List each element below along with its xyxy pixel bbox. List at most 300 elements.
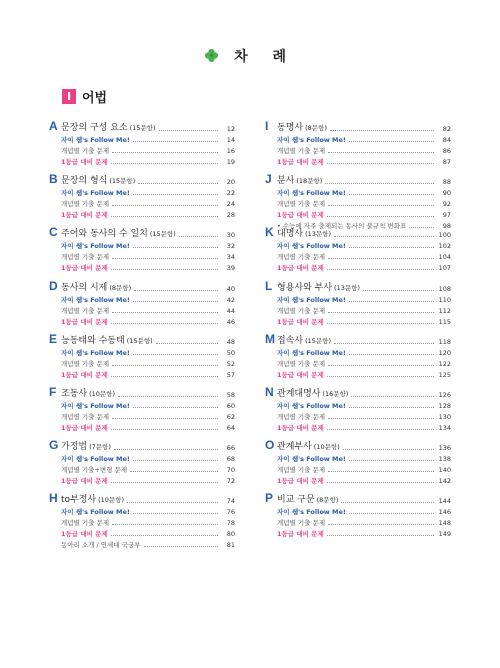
toc-entry[interactable] (265, 357, 451, 368)
toc-entry[interactable] (265, 505, 451, 516)
chapter-title-wrap (277, 386, 348, 399)
leader-dots (328, 365, 434, 366)
toc-entry[interactable] (49, 197, 235, 208)
chapter-letter: P (265, 491, 274, 506)
entry-title: 자이 쌤's Follow Me! (61, 189, 130, 198)
toc-entry[interactable] (49, 144, 235, 155)
chapter-letter: L (265, 278, 273, 293)
chapter-entry[interactable] (49, 436, 235, 452)
toc-chapter (49, 330, 235, 383)
page-number: 128 (438, 401, 451, 410)
chapter-entry[interactable] (265, 330, 451, 346)
leader-dots (330, 130, 434, 131)
chapter-question-count: (13문항) (334, 283, 360, 292)
chapter-title-wrap (61, 280, 131, 293)
toc-chapter (49, 117, 235, 170)
chapter-title-wrap (61, 173, 135, 186)
leader-dots (133, 194, 218, 195)
page-number: 30 (226, 231, 235, 240)
toc-entry[interactable] (49, 133, 235, 144)
toc-chapter (265, 489, 451, 542)
page-number: 44 (226, 306, 235, 315)
entry-title: 1등급 대비 문제 (277, 158, 324, 166)
page-number: 52 (226, 359, 235, 368)
toc-entry[interactable] (49, 250, 235, 261)
leader-dots (111, 323, 218, 324)
leader-dots (328, 152, 434, 153)
chapter-title: 분사 (277, 176, 295, 187)
chapter-question-count: (7문항) (89, 443, 111, 452)
chapter-title-wrap (61, 439, 111, 452)
chapter-title-wrap (277, 492, 338, 505)
leader-dots (328, 312, 434, 313)
page-number: 144 (438, 497, 451, 506)
leader-dots (349, 194, 434, 195)
chapter-entry[interactable] (49, 383, 235, 399)
entry-title: 개념별 기출 문제 (61, 147, 110, 155)
entry-title: 1등급 대비 문제 (61, 317, 108, 326)
chapter-title: to부정사 (61, 495, 97, 506)
chapter-title-wrap (277, 120, 327, 133)
toc-entry[interactable] (49, 239, 235, 250)
section-header (62, 88, 107, 104)
chapter-title: 문장의 형식 (61, 176, 108, 187)
entry-title: 자이 쌤's Follow Me! (61, 295, 130, 304)
leader-dots (328, 205, 434, 206)
page-number: 86 (442, 147, 451, 155)
page-number: 107 (438, 264, 451, 273)
page-number: 16 (226, 147, 235, 155)
toc-entry[interactable] (49, 527, 235, 538)
page-number: 134 (438, 423, 451, 432)
toc-entry[interactable] (49, 186, 235, 197)
chapter-letter: H (49, 491, 58, 506)
entry-title: 자이 쌤's Follow Me! (61, 508, 130, 517)
chapter-entry[interactable] (49, 330, 235, 346)
leader-dots (138, 183, 218, 184)
entry-title: 자이 쌤's Follow Me! (61, 401, 130, 410)
chapter-title-wrap (277, 333, 331, 346)
entry-title: 1등급 대비 문제 (277, 264, 324, 273)
chapter-entry[interactable] (49, 277, 235, 293)
toc-entry[interactable] (265, 133, 451, 144)
toc-entry[interactable] (49, 421, 235, 432)
section-title: 어법 (82, 90, 108, 106)
toc-entry[interactable] (265, 208, 451, 219)
entry-title: 자이 쌤's Follow Me! (277, 242, 346, 251)
leader-dots (133, 141, 218, 142)
toc-entry[interactable] (49, 357, 235, 368)
page-number: 82 (442, 125, 451, 133)
chapter-question-count: (18문항) (296, 177, 323, 186)
leader-dots (133, 354, 218, 355)
chapter-question-count: (10문항) (89, 389, 115, 398)
page-number: 12 (226, 125, 235, 133)
chapter-title: 문장의 구성 요소 (61, 123, 128, 133)
toc-entry[interactable] (49, 155, 235, 166)
toc-entry[interactable] (49, 368, 235, 379)
toc-entry[interactable] (265, 527, 451, 538)
chapter-question-count: (15문항) (126, 336, 153, 345)
toc-entry[interactable] (49, 516, 235, 527)
page-number: 98 (442, 222, 451, 231)
entry-title: 자이 쌤's Follow Me! (61, 348, 130, 357)
chapter-question-count: (8문항) (305, 124, 327, 132)
entry-title: 1등급 대비 문제 (277, 423, 324, 432)
page-number: 34 (226, 253, 235, 262)
toc-column-left (49, 117, 235, 550)
chapter-letter: K (265, 225, 274, 240)
chapter-title: 대명사 (277, 229, 304, 240)
chapter-entry[interactable] (49, 117, 235, 133)
leader-dots (130, 471, 218, 472)
chapter-title: 접속사 (277, 335, 304, 346)
toc-entry[interactable] (265, 144, 451, 155)
chapter-letter: N (265, 384, 274, 399)
entry-title: 자이 쌤's Follow Me! (277, 136, 346, 144)
page-number: 148 (438, 519, 451, 528)
page-number: 122 (438, 359, 451, 368)
toc-entry[interactable] (49, 346, 235, 357)
page-number: 118 (438, 337, 451, 346)
chapter-letter: J (265, 172, 272, 187)
entry-title: 자이 쌤's Follow Me! (277, 295, 346, 304)
chapter-letter: C (49, 225, 58, 240)
entry-title: 자이 쌤's Follow Me! (277, 401, 346, 410)
toc-entry[interactable] (265, 197, 451, 208)
leader-dots (327, 376, 434, 377)
chapter-letter: I (265, 119, 269, 133)
toc-entry[interactable] (265, 346, 451, 357)
chapter-entry[interactable] (265, 117, 451, 133)
entry-title: 개념별 기출 문제 (61, 306, 110, 315)
chapter-title-wrap (61, 226, 176, 239)
page-number: 40 (226, 284, 235, 293)
chapter-title-wrap (277, 439, 340, 452)
page-number: 14 (226, 136, 235, 144)
chapter-question-count: (10문항) (98, 496, 125, 505)
chapter-title-wrap (61, 386, 115, 399)
leader-dots (327, 323, 434, 324)
toc-entry[interactable] (49, 452, 235, 463)
leader-dots (112, 524, 218, 525)
page-number: 46 (226, 317, 235, 326)
page-number: 146 (438, 508, 451, 517)
entry-title: 1등급 대비 문제 (277, 317, 324, 326)
page-number: 62 (226, 412, 235, 421)
chapter-entry[interactable] (49, 489, 235, 505)
leader-dots (114, 449, 218, 450)
page-number: 120 (438, 348, 451, 357)
chapter-letter: E (49, 331, 58, 346)
toc-entry[interactable] (265, 368, 451, 379)
leader-dots (111, 216, 218, 217)
page-title: 차 례 (234, 48, 297, 65)
leader-dots (327, 163, 434, 164)
page-number: 28 (226, 211, 235, 220)
entry-title: 개념별 기출 문제 (61, 519, 110, 528)
leader-dots (127, 502, 218, 503)
page-number: 110 (438, 295, 451, 304)
leader-dots (349, 460, 434, 461)
page-number: 32 (226, 242, 235, 251)
toc-entry[interactable] (265, 239, 451, 250)
entry-title: 개념별 기출 문제 (277, 466, 326, 475)
toc-entry[interactable] (49, 410, 235, 421)
leader-dots (133, 247, 218, 248)
page-number: 19 (226, 158, 235, 166)
toc-entry[interactable] (49, 304, 235, 315)
toc-entry[interactable] (265, 452, 451, 463)
page-number: 72 (226, 477, 235, 486)
leader-dots (328, 524, 434, 525)
section-badge: I (62, 89, 76, 104)
entry-title: 자이 쌤's Follow Me! (277, 508, 346, 517)
chapter-title: 동명사 (277, 123, 304, 133)
toc-entry[interactable] (49, 538, 235, 549)
page-number: 60 (226, 401, 235, 410)
entry-title: • 수능에 자주 출제되는 동사의 불규칙 변화표 (277, 222, 407, 231)
toc-entry[interactable] (265, 463, 451, 474)
leader-dots (112, 205, 218, 206)
entry-title: 1등급 대비 문제 (277, 477, 324, 486)
chapter-entry[interactable] (265, 223, 451, 239)
leader-dots (133, 301, 218, 302)
toc-entry[interactable] (49, 261, 235, 272)
chapter-title: 관계대명사 (277, 388, 321, 399)
page-number: 88 (442, 178, 451, 187)
chapter-title: 능동태와 수동태 (61, 335, 125, 346)
leader-dots (111, 429, 218, 430)
entry-title: 개념별 기출 문제 (61, 253, 110, 262)
toc-entry[interactable] (265, 399, 451, 410)
toc-entry[interactable] (265, 474, 451, 485)
chapter-question-count: (15문항) (149, 230, 176, 239)
leader-dots (111, 269, 218, 270)
leader-dots (111, 376, 218, 377)
leader-dots (328, 418, 434, 419)
toc-chapter (265, 330, 451, 383)
page-number: 64 (226, 423, 235, 432)
toc-entry[interactable] (49, 315, 235, 326)
page-number: 78 (226, 519, 235, 528)
leader-dots (349, 513, 434, 514)
leader-dots (111, 482, 218, 483)
toc-entry[interactable] (49, 505, 235, 516)
leader-dots (112, 418, 218, 419)
toc-entry[interactable] (49, 293, 235, 304)
leader-dots (144, 546, 218, 547)
page-number: 130 (438, 412, 451, 421)
leader-dots (112, 312, 218, 313)
entry-title: 개념별 기출+변형 문제 (61, 466, 128, 475)
page-number: 84 (442, 136, 451, 144)
toc-entry[interactable] (265, 421, 451, 432)
page-number: 90 (442, 189, 451, 198)
toc-entry[interactable] (265, 261, 451, 272)
chapter-title: 가정법 (61, 442, 88, 453)
entry-title: 1등급 대비 문제 (61, 530, 108, 539)
toc-entry[interactable] (265, 516, 451, 527)
toc-chapter (49, 489, 235, 550)
toc-chapter (265, 277, 451, 330)
chapter-question-count: (8문항) (109, 283, 132, 292)
toc-entry[interactable] (265, 304, 451, 315)
entry-title: 1등급 대비 문제 (61, 158, 108, 166)
page-number: 112 (438, 306, 451, 315)
entry-title: 개념별 기출 문제 (61, 200, 110, 209)
page-number: 39 (226, 264, 235, 273)
leader-dots (134, 290, 218, 291)
page-number: 22 (226, 189, 235, 198)
leader-dots (156, 343, 218, 344)
chapter-letter: M (265, 331, 275, 346)
toc-entry[interactable] (265, 410, 451, 421)
leader-dots (334, 343, 434, 344)
page-number: 66 (226, 444, 235, 453)
page-number: 68 (226, 455, 235, 464)
leader-dots (327, 482, 434, 483)
chapter-title: 비교 구문 (277, 495, 315, 506)
toc-column-right (265, 117, 451, 543)
chapter-title-wrap (61, 492, 124, 505)
chapter-entry[interactable] (265, 277, 451, 293)
entry-title: 1등급 대비 문제 (61, 211, 108, 220)
leader-dots (349, 141, 434, 142)
page-number: 24 (226, 200, 235, 209)
chapter-title: 조동사 (61, 388, 88, 399)
leader-dots (133, 407, 218, 408)
chapter-title-wrap (277, 226, 331, 239)
page-number: 102 (438, 242, 451, 251)
leader-dots (327, 269, 434, 270)
leader-dots (334, 236, 434, 237)
entry-title: 자이 쌤's Follow Me! (277, 189, 346, 198)
page-number: 57 (226, 370, 235, 379)
chapter-question-count: (15문항) (305, 336, 331, 345)
entry-title: 자이 쌤's Follow Me! (61, 242, 130, 251)
chapter-title-wrap (61, 333, 153, 346)
toc-chapter (49, 170, 235, 223)
entry-title: 1등급 대비 문제 (277, 211, 324, 220)
leader-dots (112, 152, 218, 153)
leader-dots (327, 535, 434, 536)
chapter-question-count: (15문항) (109, 177, 136, 186)
page-number: 97 (442, 211, 451, 220)
entry-title: 자이 쌤's Follow Me! (61, 455, 130, 464)
page-number: 58 (226, 390, 235, 399)
chapter-letter: A (49, 119, 58, 133)
entry-title: 1등급 대비 문제 (61, 477, 108, 486)
entry-title: 자이 쌤's Follow Me! (277, 455, 346, 464)
toc-entry[interactable] (265, 315, 451, 326)
leader-dots (325, 183, 434, 184)
page-number: 92 (442, 200, 451, 209)
leader-dots (159, 130, 219, 131)
chapter-title: 동사의 시제 (61, 282, 108, 293)
toc-entry[interactable] (265, 155, 451, 166)
leader-dots (341, 502, 434, 503)
page-number: 115 (438, 317, 451, 326)
entry-title: 자이 쌤's Follow Me! (277, 348, 346, 357)
chapter-title: 주어와 동사의 수 일치 (61, 229, 148, 240)
toc-entry[interactable] (49, 474, 235, 485)
chapter-entry[interactable] (265, 383, 451, 399)
page-number: 125 (438, 370, 451, 379)
chapter-entry[interactable] (49, 170, 235, 186)
toc-entry[interactable] (265, 250, 451, 261)
page-number: 104 (438, 253, 451, 262)
chapter-title-wrap (61, 120, 156, 133)
page-number: 142 (438, 477, 451, 486)
leader-dots (327, 216, 434, 217)
chapter-entry[interactable] (265, 170, 451, 186)
page-number: 50 (226, 348, 235, 357)
chapter-letter: F (49, 384, 57, 399)
chapter-question-count: (10문항) (313, 443, 340, 452)
toc-entry[interactable] (49, 399, 235, 410)
page-number: 76 (226, 508, 235, 517)
page-number: 48 (226, 337, 235, 346)
leader-dots (111, 535, 218, 536)
chapter-letter: O (265, 438, 275, 453)
page-number: 87 (442, 158, 451, 166)
entry-title: 개념별 기출 문제 (277, 306, 326, 315)
page-number: 80 (226, 530, 235, 539)
toc-chapter (49, 383, 235, 436)
toc-entry[interactable] (265, 293, 451, 304)
toc-entry[interactable] (49, 463, 235, 474)
leader-dots (179, 236, 218, 237)
page-number: 20 (226, 178, 235, 187)
entry-title: 동아리 소개 / 연세대 국궁부 (61, 541, 141, 550)
chapter-entry[interactable] (265, 436, 451, 452)
page-number: 108 (438, 284, 451, 293)
toc-chapter (265, 223, 451, 276)
toc-chapter (265, 436, 451, 489)
leader-dots (327, 429, 434, 430)
page-number: 140 (438, 466, 451, 475)
chapter-entry[interactable] (265, 489, 451, 505)
leader-dots (349, 247, 434, 248)
chapter-entry[interactable] (49, 223, 235, 239)
entry-title: 개념별 기출 문제 (277, 359, 326, 368)
toc-chapter (265, 117, 451, 170)
toc-entry[interactable] (49, 208, 235, 219)
chapter-title-wrap (277, 173, 322, 186)
title-bar (0, 45, 500, 65)
page-number: 149 (438, 530, 451, 539)
leader-dots (349, 301, 434, 302)
leader-dots (328, 471, 434, 472)
chapter-letter: G (49, 438, 59, 453)
entry-title: 개념별 기출 문제 (277, 253, 326, 262)
page-number: 126 (438, 390, 451, 399)
chapter-question-count: (13문항) (305, 230, 331, 239)
leader-dots (133, 460, 218, 461)
page-number: 42 (226, 295, 235, 304)
toc-chapter (265, 170, 451, 231)
toc-entry[interactable] (265, 186, 451, 197)
page-number: 81 (226, 541, 235, 550)
entry-title: 개념별 기출 문제 (61, 412, 110, 421)
leader-dots (343, 449, 434, 450)
leader-dots (328, 258, 434, 259)
entry-title: 개념별 기출 문제 (277, 147, 326, 155)
clover-icon (204, 48, 219, 63)
chapter-question-count: (16문항) (322, 389, 349, 398)
entry-title: 개념별 기출 문제 (277, 200, 326, 209)
